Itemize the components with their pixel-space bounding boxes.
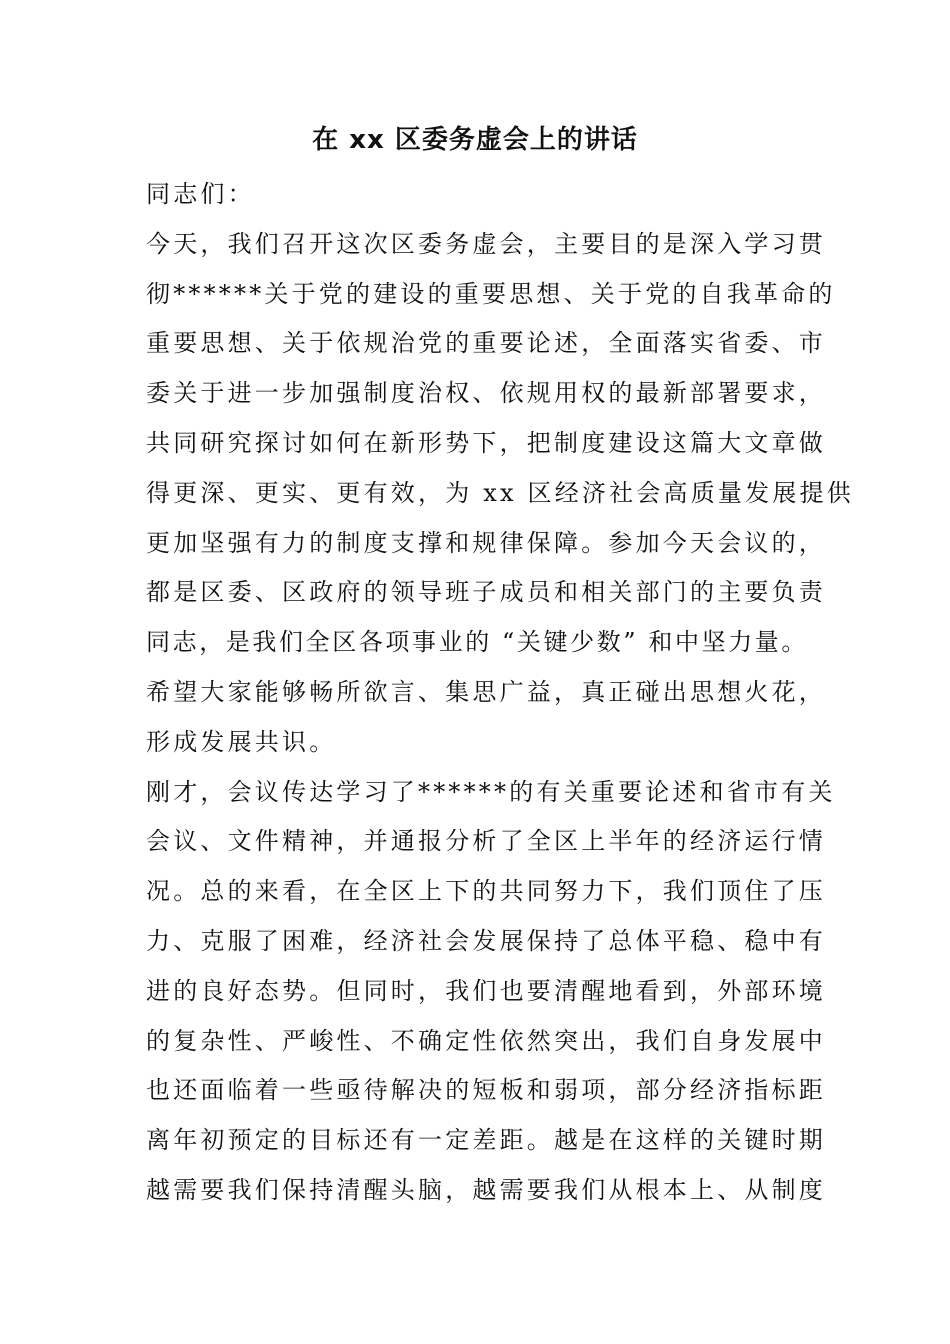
paragraph-line: 彻******关于党的建设的重要思想、关于党的自我革命的 [146, 279, 836, 308]
paragraph-line: 力、克服了困难，经济社会发展保持了总体平稳、稳中有 [146, 926, 826, 955]
paragraph-line: 离年初预定的目标还有一定差距。越是在这样的关键时期 [146, 1126, 826, 1155]
paragraph-line: 共同研究探讨如何在新形势下，把制度建设这篇大文章做 [146, 428, 826, 457]
paragraph-line: 形成发展共识。 [146, 727, 337, 756]
paragraph-line: 今天，我们召开这次区委务虚会，主要目的是深入学习贯 [146, 229, 826, 258]
paragraph-line: 的复杂性、严峻性、不确定性依然突出，我们自身发展中 [146, 1026, 826, 1055]
paragraph-line: 会议、文件精神，并通报分析了全区上半年的经济运行情 [146, 827, 826, 856]
paragraph-line: 也还面临着一些亟待解决的短板和弱项，部分经济指标距 [146, 1076, 826, 1105]
paragraph-line: 希望大家能够畅所欲言、集思广益，真正碰出思想火花， [146, 677, 826, 706]
paragraph-line: 重要思想、关于依规治党的重要论述，全面落实省委、市 [146, 329, 826, 358]
paragraph-line: 同志，是我们全区各项事业的 “关键少数” 和中坚力量。 [146, 628, 808, 657]
paragraph-line: 得更深、更实、更有效，为 xx 区经济社会高质量发展提供 [146, 478, 854, 507]
paragraph-line: 委关于进一步加强制度治权、依规用权的最新部署要求， [146, 379, 826, 408]
paragraph-line: 进的良好态势。但同时，我们也要清醒地看到，外部环境 [146, 976, 826, 1005]
document-body [146, 170, 946, 1216]
paragraph-line: 都是区委、区政府的领导班子成员和相关部门的主要负责 [146, 578, 826, 607]
salutation-line: 同志们： [146, 180, 255, 208]
document-title: 在 xx 区委务虚会上的讲话 [312, 125, 638, 155]
paragraph-line: 更加坚强有力的制度支撑和规律保障。参加今天会议的， [146, 528, 826, 557]
paragraph-line: 越需要我们保持清醒头脑，越需要我们从根本上、从制度 [146, 1175, 826, 1204]
paragraph-line: 况。总的来看，在全区上下的共同努力下，我们顶住了压 [146, 877, 826, 906]
paragraph-line: 刚才，会议传达学习了******的有关重要论述和省市有关 [146, 777, 836, 806]
